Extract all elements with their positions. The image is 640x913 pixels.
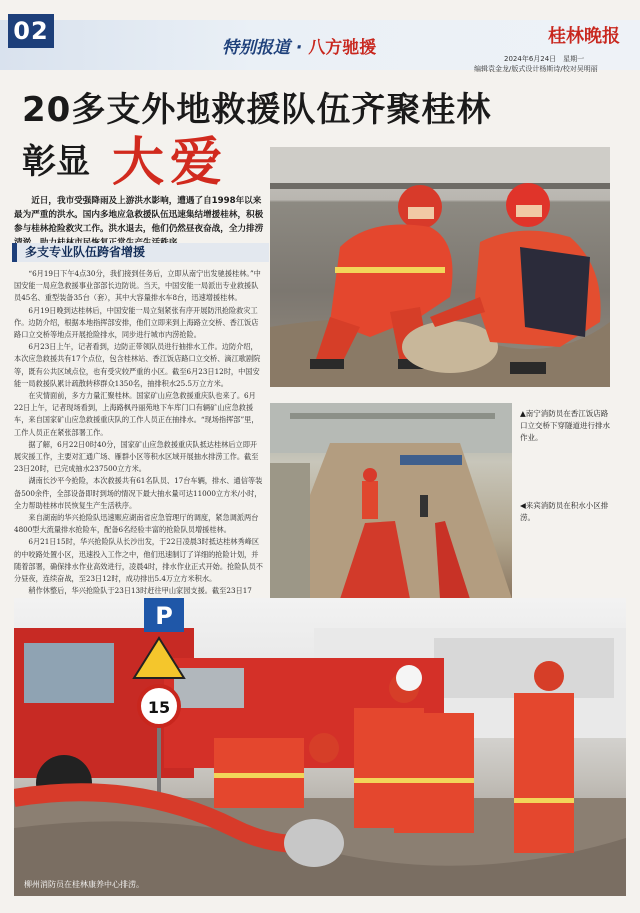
body-paragraph: 稍作休整后，华兴抢险队于23日13时赶往甲山家园支援。截至23日17 bbox=[28, 586, 252, 596]
body-paragraph: 据了解，6月22日0时40分，国家矿山应急救援重庆队抵达桂林后立即开展灾援工作，主要对汇通广场、雁群小区等积水区域开展抽水排涝工作。截至23日20时，已完成抽水237500立方米。 bbox=[14, 439, 259, 474]
subheading-text: 多支专业队伍跨省增援 bbox=[25, 245, 146, 259]
photo3-illustration bbox=[14, 598, 626, 896]
masthead-logo: 桂林晚报 bbox=[548, 26, 620, 47]
headline-line2: 彰显 bbox=[22, 142, 90, 182]
photo1-illustration bbox=[270, 147, 610, 387]
body-paragraph: 来自湖南的华兴抢险队迅速赈应湖南省应急管理厅的调度，紧急调派两台4800型大流量排水抢险车，配备6名经验丰富的抢险队员增援桂林。 bbox=[14, 513, 259, 535]
body-paragraph: “6月19日下午4点30分，我们接到任务后，立即从南宁出发驰援桂林。”中国安能一局应急救援事业部部长边防说。当天，中国安能一局派出专业救援队员45名、重型装备35台（套），其中大容量排水车8台，迅速增援桂林。 bbox=[14, 269, 261, 303]
photo3-caption: 柳州消防员在桂林康养中心排涝。 bbox=[24, 880, 144, 889]
section-dot: · bbox=[290, 38, 309, 58]
body-paragraph: 6月23日上午，记者看到，边防正带领队员进行抽排水工作。边防介绍，本次应急救援共有17个点位，包含桂林站、香江饭店路口立交桥、滴江歌剧院等，既有公共区域点位，也有受灾较严重的小区。截至6月23日12时，中国安能一局救援队累计疏散转移群众1350名，抽排积水25.5万立方米。 bbox=[14, 342, 261, 388]
headline-emphasis: 大爱 bbox=[112, 132, 229, 193]
svg-text:15: 15 bbox=[147, 698, 171, 717]
photo2-illustration bbox=[270, 403, 512, 599]
section-sub: 八方驰援 bbox=[308, 38, 377, 58]
body-paragraph: 在灾情面前，多方力量汇聚桂林。国家矿山应急救援重庆队也来了。6月22日上午，记者现场看到，上海路枫丹丽苑地下车库门口有辆矿山应急救援车，来自国家矿山应急救援重庆队的工作人员正在抽排水。“现场指挥部”里，工作人员正在紧张部署工作。 bbox=[14, 391, 259, 437]
section-main: 特别报道 bbox=[222, 38, 290, 58]
svg-text:P: P bbox=[155, 602, 173, 630]
article-body bbox=[14, 268, 264, 610]
lede-paragraph: 近日，我市受强降雨及上游洪水影响，遭遇了自1998年以来最为严重的洪水。国内多地应急救援队伍迅速集结增援桂林，积极参与桂林抢险救灾工作。洪水退去，他们仍然昼夜奋战，全力排涝 bbox=[14, 196, 264, 234]
body-paragraph: 6月19日晚到达桂林后，中国安能一局立刻紧张有序开展防汛抢险救灾工作。边防介绍，根据本地指挥部安排，他们立即来到上海路立交桥、香江饭店路口立交桥等地点开展抢险排水，同步进行城市内涝抢险。 bbox=[14, 305, 259, 340]
photo2-caption-a: ▲南宁消防员在香江饭店路口立交桥下穿隧道进行排水作业。 bbox=[520, 409, 610, 442]
body-paragraph: 湖南长沙平今抢险，本次救援共有61名队员、17台车辆，排水、通信等装备500余件，全部设备即时到场的情况下最大抽水量可达11000立方米/小时，全力帮助桂林市民恢复生产生活秩序。 bbox=[14, 476, 263, 510]
headline-line1: 20多支外地救援队伍齐聚桂林 bbox=[22, 90, 492, 130]
subheading bbox=[12, 243, 269, 262]
body-paragraph: 6月21日15时，华兴抢险队从长沙出发，于22日凌晨3时抵达桂林秀峰区的中咬路处置小区，迅速投入工作之中，他们迅速制订了详细的抢险计划，并随着部署，确保排水作业高效进行，凌晨4时，排水作业正式开始。抢险队员不分昼夜，连续奋战，至23日12时，成功排出5.4万立方米积水。 bbox=[14, 537, 263, 584]
section-title bbox=[222, 33, 376, 58]
photo-rescuers-mud bbox=[270, 147, 610, 387]
photo-tunnel-drainage bbox=[270, 403, 512, 599]
editor-credits: 编辑袁金龙/版式设计杨斯诗/校对吴明丽 bbox=[474, 65, 598, 73]
issue-date: 2024年6月24日 星期一 bbox=[504, 55, 585, 63]
page-number: 02 bbox=[8, 14, 54, 48]
photo2-caption-b: ◀来宾消防员在积水小区排涝。 bbox=[520, 501, 609, 522]
photo-firefighters-hose bbox=[14, 598, 626, 896]
